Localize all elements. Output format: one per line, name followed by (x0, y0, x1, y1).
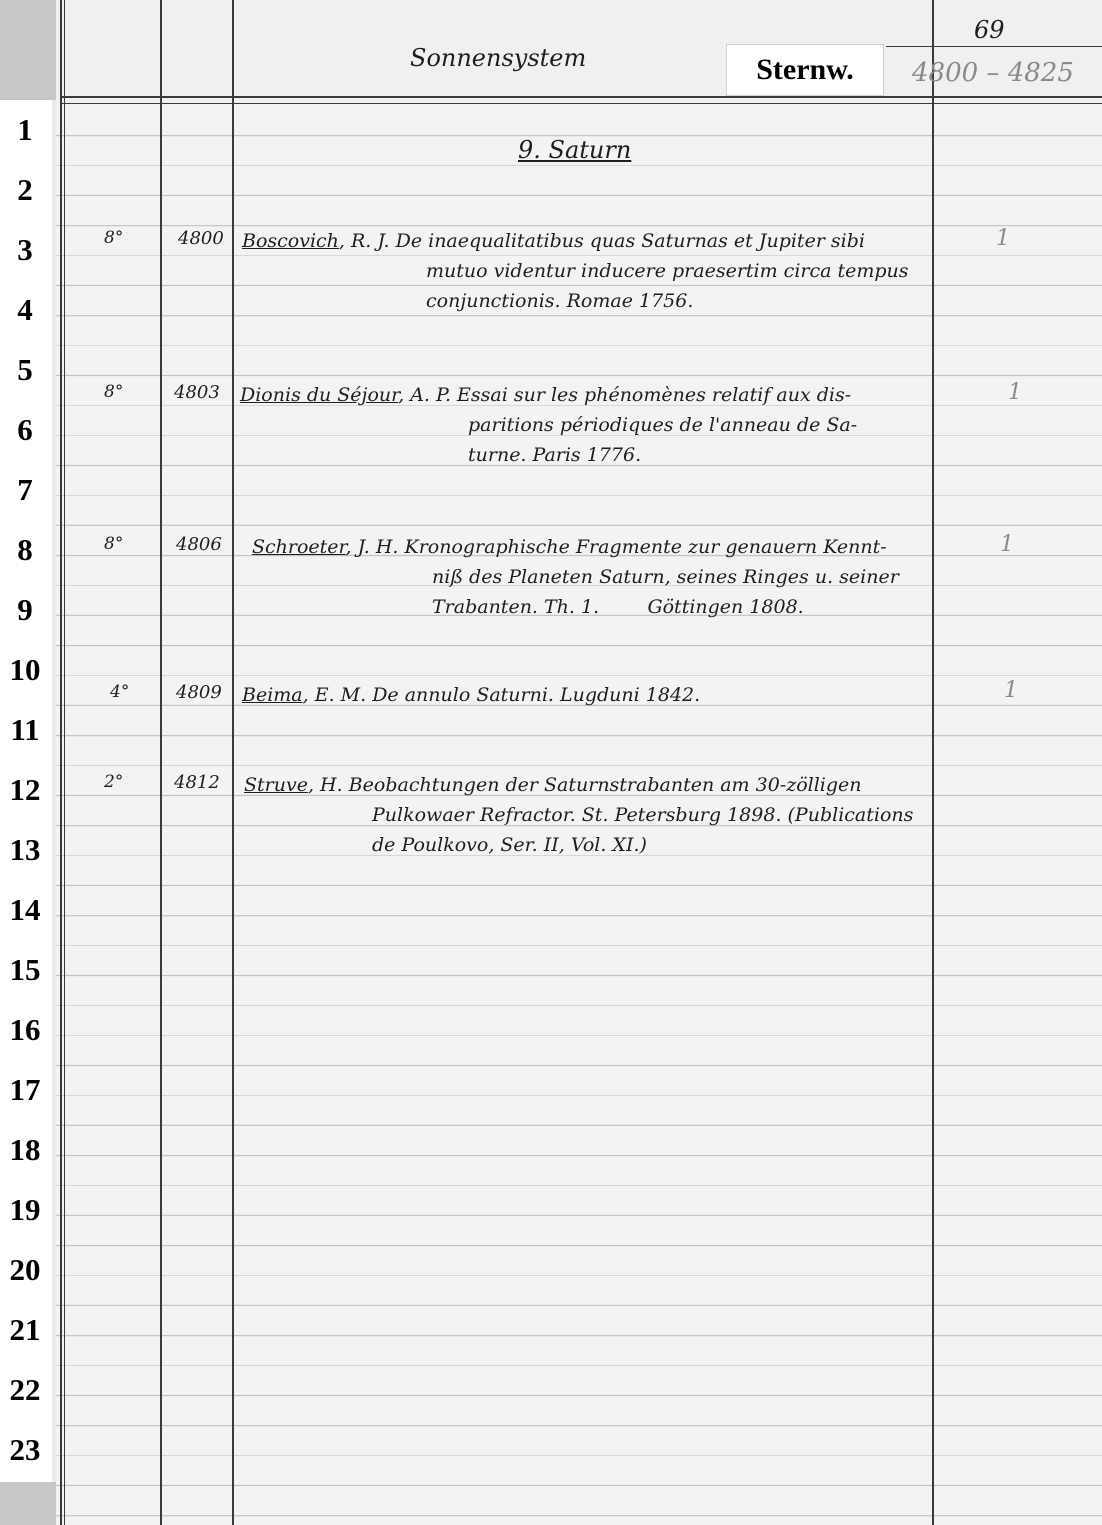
entry-number: 4806 (176, 534, 222, 555)
line-number: 13 (9, 832, 41, 867)
entry-author: Dionis du Séjour (240, 384, 399, 406)
entry-author: Schroeter (252, 536, 346, 558)
line-number: 3 (17, 232, 33, 267)
line-number: 16 (9, 1012, 41, 1047)
scan-margin-bottom (0, 1482, 56, 1525)
entry-format: 2° (104, 772, 124, 792)
entry-line: , E. M. De annulo Saturni. Lugduni 1842. (302, 684, 701, 706)
entry-text (252, 532, 932, 622)
entry-line: , A. P. Essai sur les phénomènes relatif aux dis- (398, 384, 852, 406)
section-title: Sonnensystem (410, 44, 587, 72)
entry-line: Trabanten. Th. 1. Göttingen 1808. (432, 596, 804, 618)
entry-format: 8° (104, 534, 124, 554)
entry-count: 1 (1008, 380, 1022, 405)
entry-author: Beima (242, 684, 303, 706)
left-margin-rule (60, 0, 62, 1525)
line-number: 21 (9, 1312, 41, 1347)
entry-count: 1 (1004, 678, 1018, 703)
entry-line: mutuo videntur inducere praesertim circa tempus (426, 260, 909, 282)
line-number: 8 (17, 532, 33, 567)
entry-line: Pulkowaer Refractor. St. Petersburg 1898. (Publications (372, 804, 914, 826)
header-rule (60, 96, 1102, 98)
header-rule-second (60, 103, 1102, 104)
entry-line: paritions périodiques de l'anneau de Sa- (468, 414, 858, 436)
entry-author: Boscovich (242, 230, 339, 252)
line-number: 4 (17, 292, 33, 327)
line-number: 9 (17, 592, 33, 627)
number-column-rule (232, 0, 234, 1525)
entry-format: 8° (104, 382, 124, 402)
line-number: 18 (9, 1132, 41, 1167)
entry-count: 1 (996, 226, 1010, 251)
entry-text (242, 680, 922, 710)
entry-text (242, 226, 926, 316)
left-margin-rule-inner (64, 0, 65, 1525)
entry-number: 4812 (174, 772, 220, 793)
entry-line: conjunctionis. Romae 1756. (426, 290, 694, 312)
scan-margin-top (0, 0, 56, 100)
line-number: 14 (9, 892, 41, 927)
entry-number: 4809 (176, 682, 222, 703)
count-column-rule (932, 0, 934, 1525)
entry-number: 4800 (178, 228, 224, 249)
entry-author: Struve (244, 774, 308, 796)
entry-line: turne. Paris 1776. (468, 444, 642, 466)
line-number: 17 (9, 1072, 41, 1107)
entry-line: , H. Beobachtungen der Saturnstrabanten am 30-zölligen (307, 774, 862, 796)
format-column-rule (160, 0, 162, 1525)
line-number: 22 (9, 1372, 41, 1407)
entry-format: 4° (110, 682, 130, 702)
entry-line: niß des Planeten Saturn, seines Ringes u. seiner (432, 566, 899, 588)
line-number: 15 (9, 952, 41, 987)
collection-label: Sternw. (726, 44, 884, 96)
line-number: 7 (17, 472, 33, 507)
subject-heading: 9. Saturn (518, 136, 632, 164)
entry-count: 1 (1000, 532, 1014, 557)
entry-text (240, 380, 928, 470)
entry-line: , J. H. Kronographische Fragmente zur genauern Kennt- (345, 536, 887, 558)
line-number: 6 (17, 412, 33, 447)
line-number: 1 (17, 112, 33, 147)
line-number: 12 (9, 772, 41, 807)
page-number: 69 (974, 16, 1005, 44)
line-number: 10 (9, 652, 41, 687)
entry-number: 4803 (174, 382, 220, 403)
line-number: 19 (9, 1192, 41, 1227)
line-number: 5 (17, 352, 33, 387)
entry-text (244, 770, 928, 860)
page-number-rule (886, 46, 1102, 47)
entry-format: 8° (104, 228, 124, 248)
entry-line: , R. J. De inaequalitatibus quas Saturnas et Jupiter sibi (338, 230, 866, 252)
number-range: 4800 – 4825 (912, 58, 1074, 88)
line-number: 2 (17, 172, 33, 207)
entry-line: de Poulkovo, Ser. II, Vol. XI.) (372, 834, 647, 856)
line-number: 11 (10, 712, 40, 747)
line-number: 23 (9, 1432, 41, 1467)
line-number: 20 (9, 1252, 41, 1287)
